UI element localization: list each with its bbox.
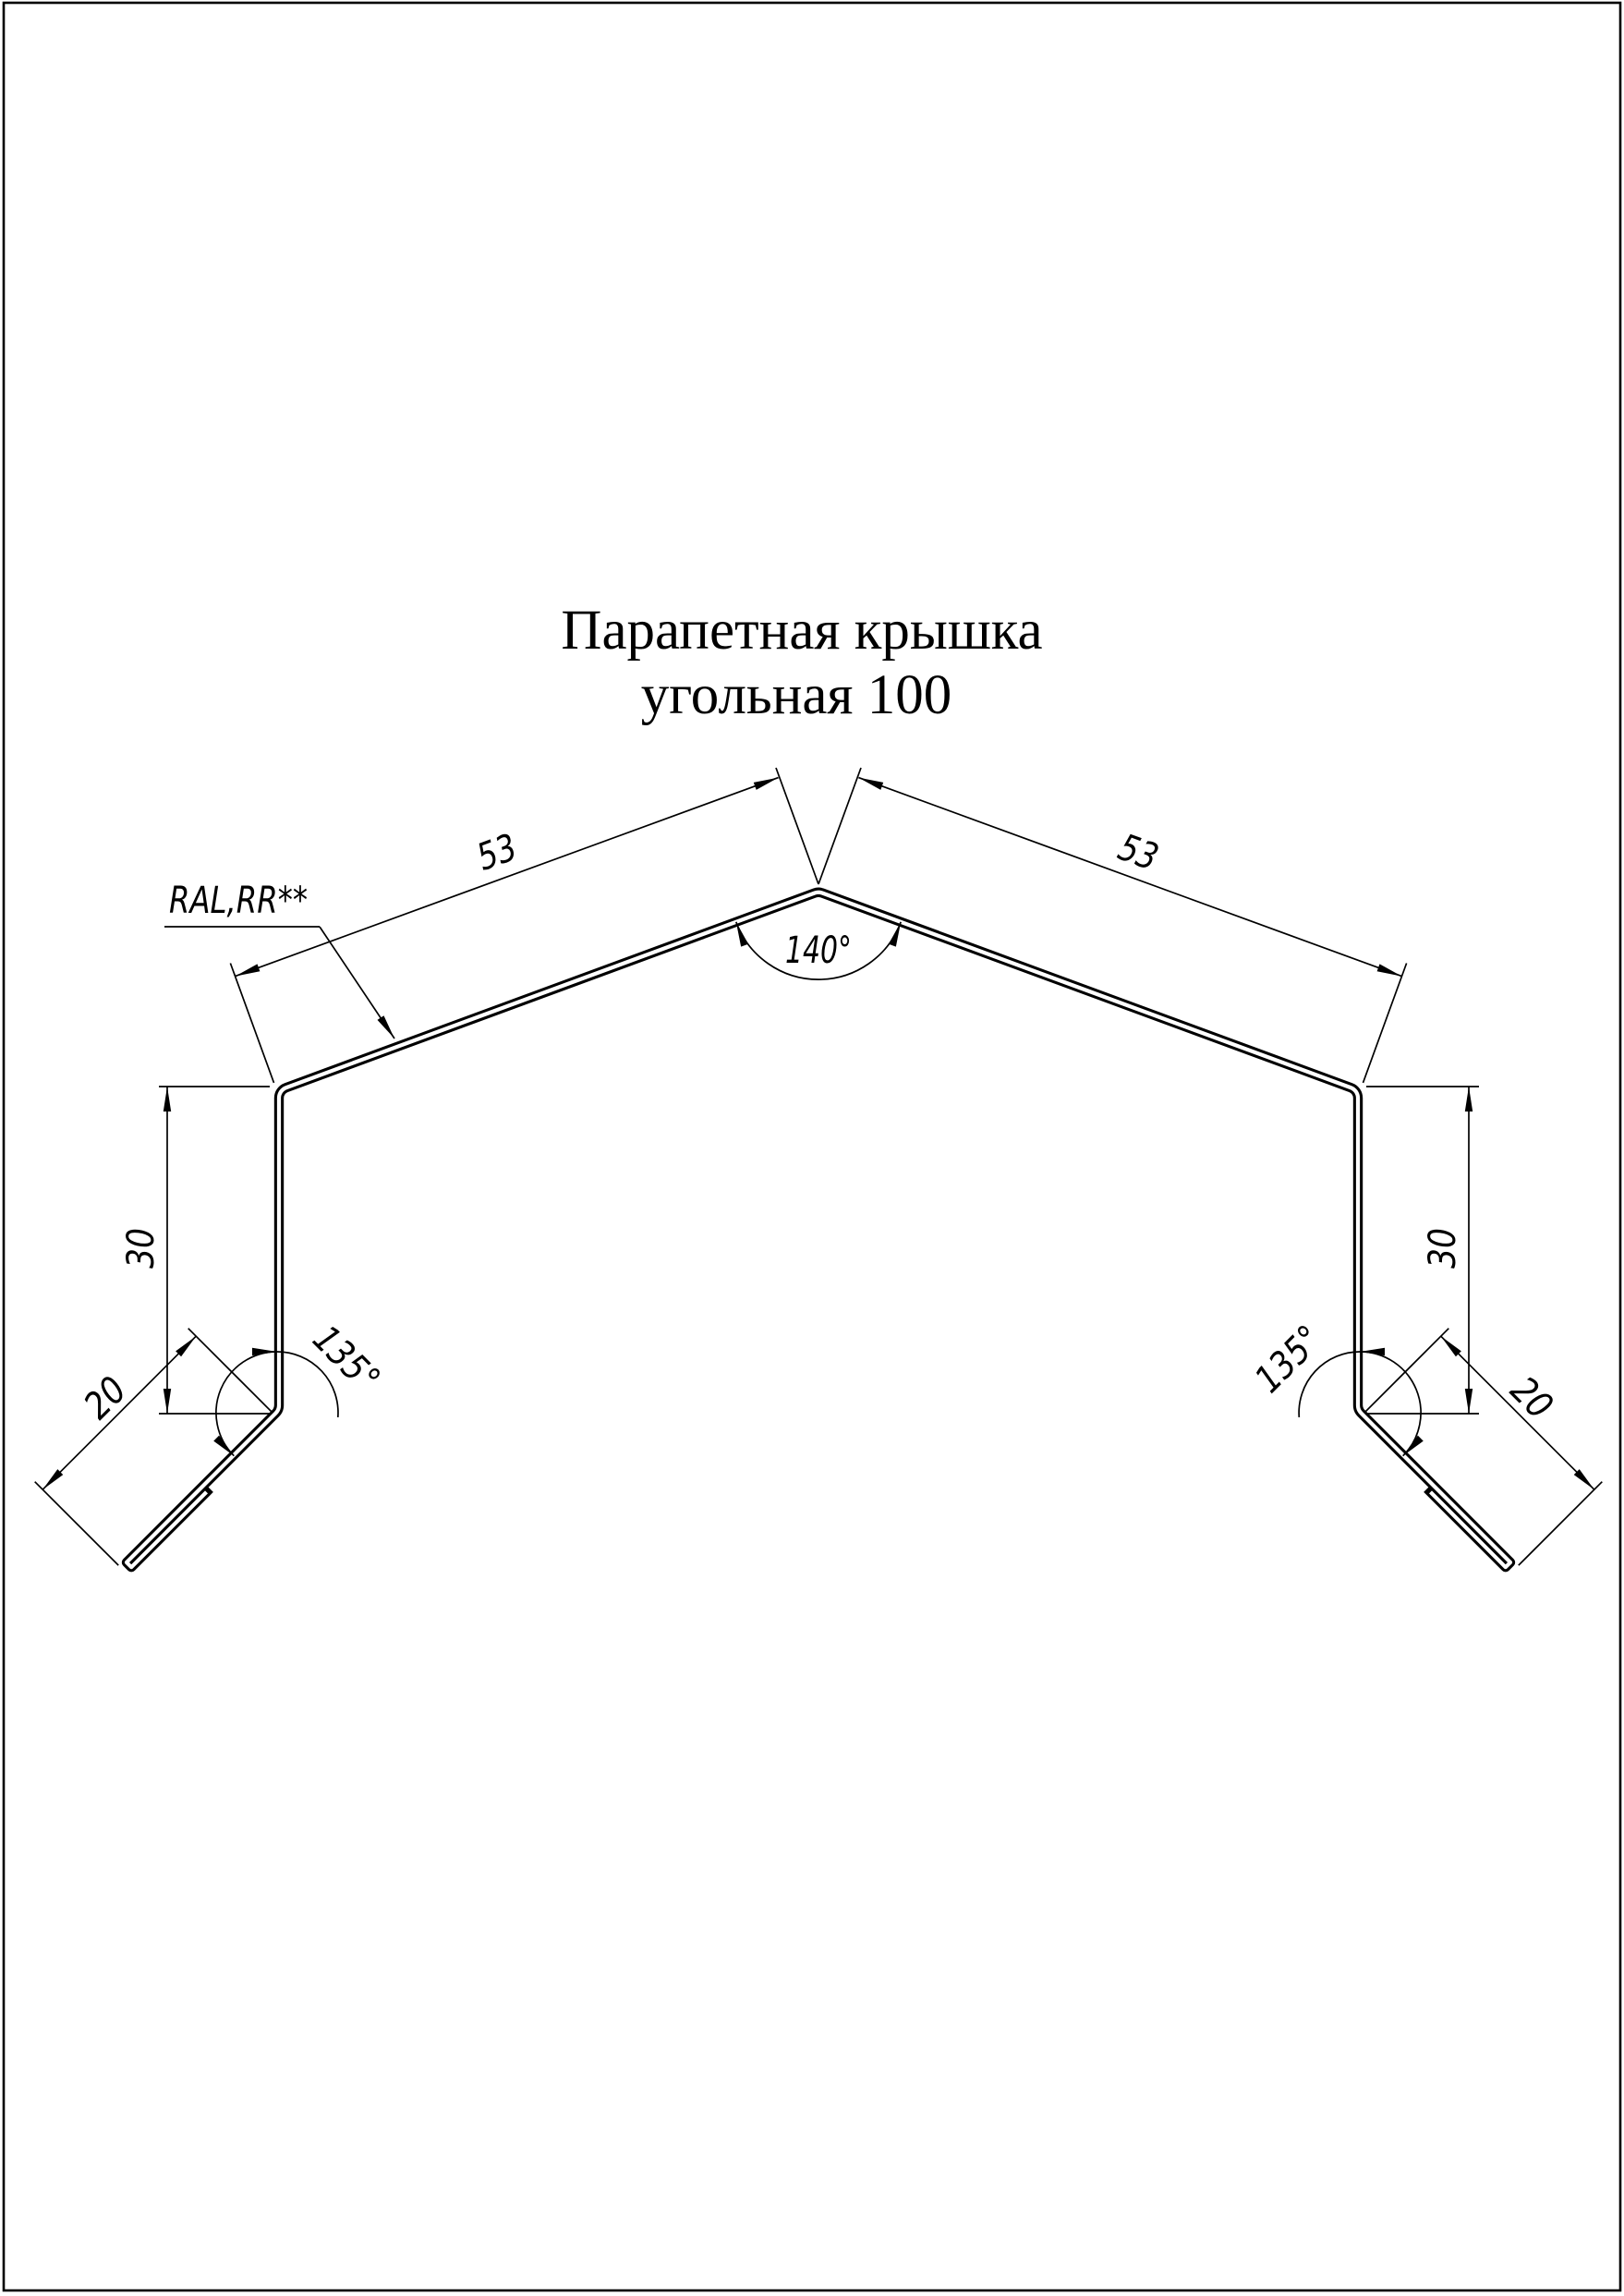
drawing-title: [561, 600, 1042, 726]
dim-label-slope-left: 53: [471, 823, 530, 880]
dim-label-drop-right: 30: [1422, 1221, 1464, 1269]
dim-label-drop-left: 30: [120, 1221, 163, 1269]
dim-kick-angle-right: [1247, 1307, 1421, 1456]
dim-drop-right: [1366, 1087, 1479, 1414]
dimension-line: [858, 778, 1401, 977]
extension-line: [818, 768, 861, 884]
parapet-cap-profile: [127, 893, 1510, 1567]
profile-inner-gap: [127, 893, 1510, 1567]
title-line-2: угольная 100: [640, 664, 952, 726]
dim-label-slope-right: 53: [1112, 826, 1171, 882]
dim-label-kick-right: 20: [1501, 1368, 1566, 1432]
dim-label-kick-left: 20: [76, 1364, 139, 1428]
profile-outline: [127, 893, 1510, 1567]
dim-drop-left: [120, 1087, 270, 1414]
extension-line: [230, 964, 273, 1083]
dimension-line: [236, 778, 779, 977]
extension-line: [35, 1482, 119, 1566]
page-border: [4, 3, 1620, 2290]
leader-line: [320, 927, 394, 1039]
dim-apex-angle: [736, 922, 901, 979]
dim-kick-angle-left: [216, 1318, 398, 1456]
material-callout: [164, 880, 394, 1039]
material-label: RAL,RR**: [169, 880, 308, 922]
dim-label-apex-angle: 140°: [785, 929, 852, 972]
dim-label-kick-angle-right: 135°: [1247, 1307, 1340, 1402]
extension-line: [776, 768, 818, 884]
dim-label-kick-angle-left: 135°: [304, 1318, 398, 1411]
extension-line: [188, 1329, 273, 1413]
extension-line: [1363, 964, 1407, 1083]
extension-line: [1519, 1482, 1603, 1566]
extension-line: [1365, 1329, 1449, 1413]
title-line-1: Парапетная крышка: [561, 600, 1043, 662]
